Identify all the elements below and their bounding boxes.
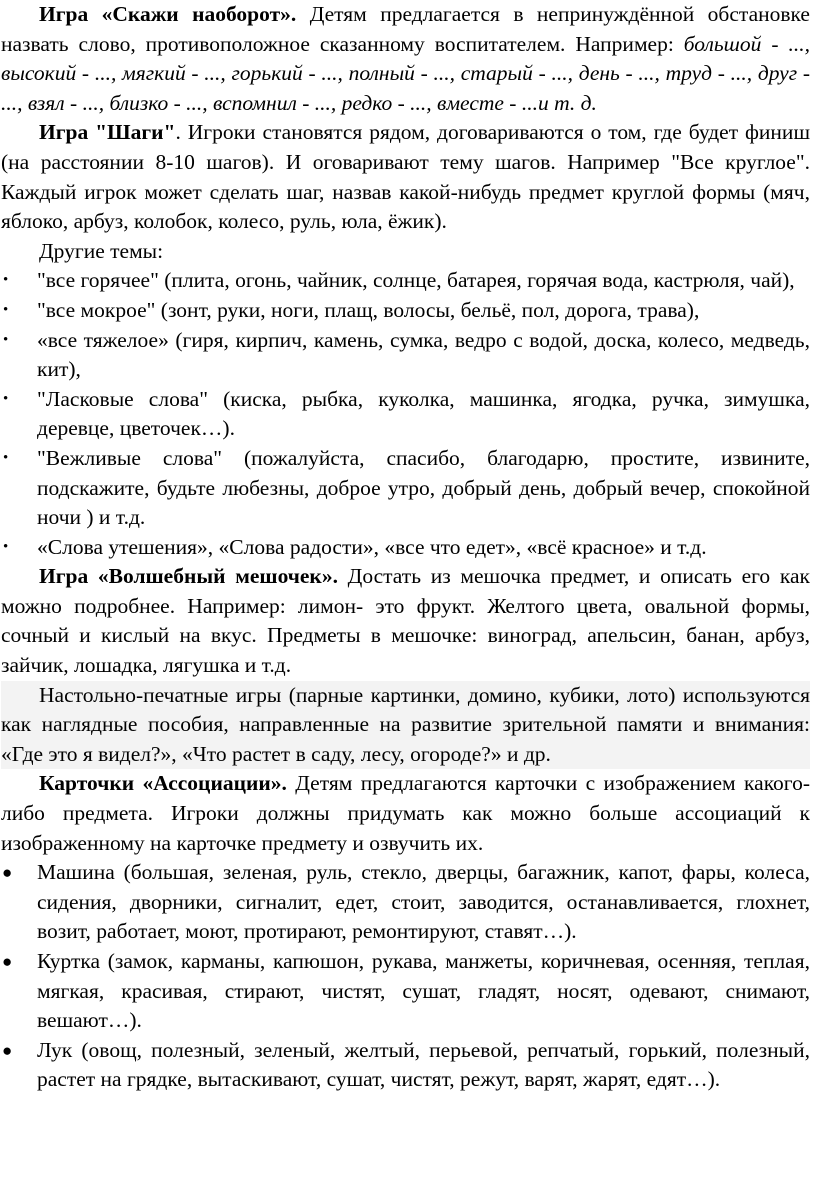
- list-item-text: "все горячее" (плита, огонь, чайник, солнце, батарея, горячая вода, кастрюля, чай),: [37, 268, 795, 293]
- list-item-text: Машина (большая, зеленая, руль, стекло, дверцы, багажник, капот, фары, колеса, сидения, дворники, сигналит, едет, стоит, заводится, останавливается, глохнет, возит, работает, моют, протирают, ремонтируют, ставят…).: [37, 860, 810, 944]
- list-item: [1, 444, 810, 533]
- other-topics-label: Другие темы:: [39, 238, 164, 263]
- game-associations-paragraph: [1, 769, 810, 858]
- list-item: [1, 1036, 810, 1095]
- list-item: [1, 533, 810, 563]
- list-item-text: «Слова утешения», «Слова радости», «все что едет», «всё красное» и т.д.: [37, 534, 707, 559]
- list-item: [1, 947, 810, 1036]
- list-item: [1, 385, 810, 444]
- bullet-icon: •: [3, 449, 9, 466]
- list-item-text: "все мокрое" (зонт, руки, ноги, плащ, волосы, бельё, пол, дорога, трава),: [37, 297, 700, 322]
- game-magic-bag-title: Игра «Волшебный мешочек».: [39, 564, 338, 589]
- game-associations-title: Карточки «Ассоциации».: [39, 771, 287, 796]
- game-steps-text: . Игроки становятся рядом, договариваются о том, где будет финиш (на расстоянии 8-10 шагов). И оговаривают тему шагов. Например "Все круглое". Каждый игрок может сделать шаг, назвав какой-нибудь предмет круглой формы (мяч, яблоко, арбуз, колобок, колесо, руль, юла, ёжик).: [1, 120, 810, 234]
- game-say-opposite-title: Игра «Скажи наоборот»: [39, 2, 291, 26]
- topics-list: [1, 266, 810, 562]
- list-item-text: "Ласковые слова" (киска, рыбка, куколка, машинка, ягодка, ручка, зимушка, деревце, цветочек…).: [37, 386, 810, 441]
- title-dot: .: [290, 2, 297, 26]
- game-magic-bag-text: Достать из мешочка предмет, и описать его как можно подробнее. Например: лимон- это фрукт. Желтого цвета, овальной формы, сочный и кислый на вкус. Предметы в мешочке: виноград, апельсин, банан, арбуз, зайчик, лошадка, лягушка и т.д.: [1, 564, 810, 678]
- list-item-text: Куртка (замок, карманы, капюшон, рукава, манжеты, коричневая, осенняя, теплая, мягкая, красивая, стирают, чистят, сушат, гладят, носят, одевают, снимают, вешают…).: [37, 949, 810, 1033]
- board-games-paragraph: Настольно-печатные игры (парные картинки, домино, кубики, лото) используются как наглядные пособия, направленные на развитие зрительной памяти и внимания: «Где это я видел?», «Что растет в саду, лесу, огороде?» и др.: [1, 681, 810, 770]
- bullet-icon: •: [3, 272, 9, 289]
- list-item: [1, 858, 810, 947]
- bullet-icon: •: [3, 538, 9, 555]
- list-item-text: Лук (овощ, полезный, зеленый, желтый, перьевой, репчатый, горький, полезный, растет на грядке, вытаскивают, сушат, чистят, режут, варят, жарят, едят…).: [37, 1037, 810, 1092]
- game-magic-bag-paragraph: [1, 562, 810, 680]
- game-say-opposite-examples: большой - ..., высокий - ..., мягкий - ..., горький - ..., полный - ..., старый - ..., день - ..., труд - ..., друг - ..., взял - ..., близко - ..., вспомнил - ..., редко - ..., вместе - ...и т. д.: [1, 31, 810, 115]
- list-item: [1, 266, 810, 296]
- list-item: [1, 296, 810, 326]
- list-item-text: "Вежливые слова" (пожалуйста, спасибо, благодарю, простите, извините, подскажите, будьте любезны, доброе утро, добрый день, добрый вечер, спокойной ночи ) и т.д.: [37, 445, 810, 530]
- list-item-text: «все тяжелое» (гиря, кирпич, камень, сумка, ведро с водой, доска, колесо, медведь, кит),: [37, 327, 810, 382]
- bullet-icon: ●: [2, 952, 13, 971]
- list-item: [1, 326, 810, 385]
- associations-list: [1, 858, 810, 1095]
- game-say-opposite-paragraph: [1, 0, 810, 118]
- game-associations-text: Детям предлагаются карточки с изображением какого-либо предмета. Игроки должны придумать как можно больше ассоциаций к изображенному на карточке предмету и озвучить их.: [1, 771, 810, 855]
- bullet-icon: •: [3, 390, 9, 407]
- bullet-icon: ●: [2, 1040, 13, 1060]
- bullet-icon: •: [3, 301, 9, 318]
- bullet-icon: ●: [2, 863, 13, 883]
- game-steps-paragraph: [1, 118, 810, 236]
- game-say-opposite-text: Детям предлагается в непринуждённой обстановке назвать слово, противоположное сказанному воспитателем. Например:: [1, 2, 810, 56]
- game-steps-title: Игра "Шаги": [39, 120, 176, 145]
- bullet-icon: •: [3, 331, 9, 348]
